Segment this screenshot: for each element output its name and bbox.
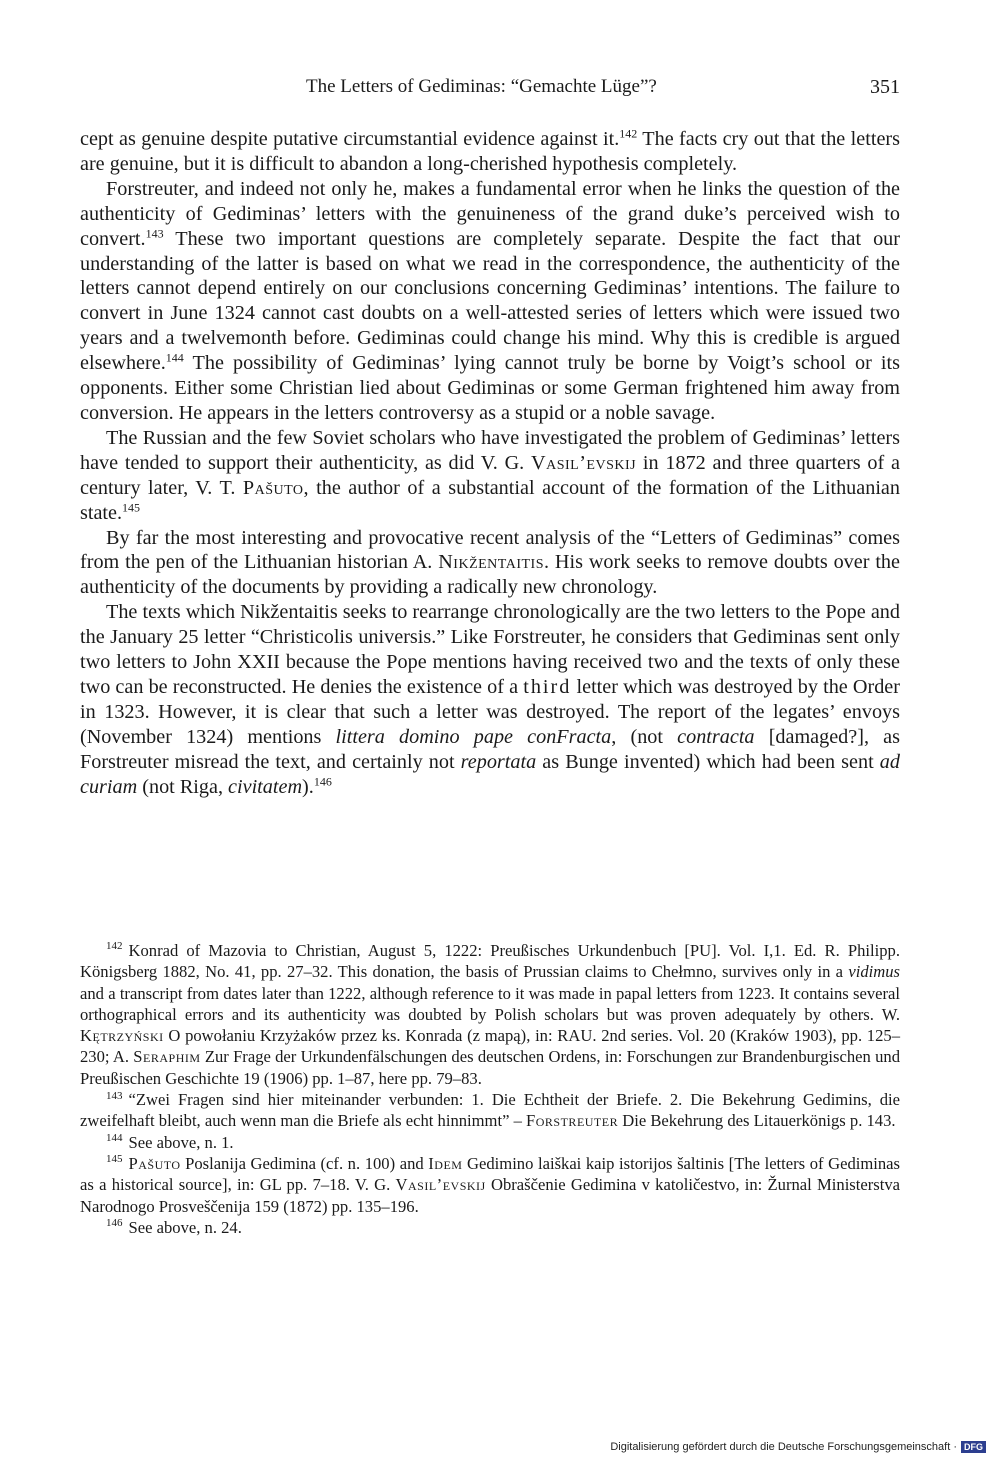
footnote-144: $^{144}$ See above, n. 1. — [106, 1132, 234, 1152]
paragraph: By far the most interesting and provocative recent analysis of the “Letters of Gediminas” comes from the pen of the Lithuanian historian A. Nikžentaitis. His work seeks to remove doubts over the authenticity of the documents by providing a radically new chronology. — [80, 526, 900, 599]
author-name: Vasil’evskij — [531, 451, 637, 474]
footnotes — [80, 940, 900, 1238]
footnote-143: $^{143}$ “Zwei Fragen sind hier miteinander verbunden: 1. Die Echtheit der Briefe. 2. Die Bekehrung Gedimins, die zweifelhaft bleibt, auch wenn man die Briefe als echt hinnimmt” – Forstreuter Die Bekehrung des Litauerkönigs p. 143. — [80, 1089, 900, 1131]
footnote-ref: 142 — [619, 126, 638, 141]
digitization-footer — [610, 1441, 986, 1453]
main-text — [80, 127, 900, 799]
author-name: Pašuto — [242, 476, 304, 499]
footnote-145: $^{145}$ Pašuto Poslanija Gedimina (cf. n. 100) and Idem Gedimino laiškai kaip istorijos šaltinis [The letters of Gediminas as a historical source], in: GL pp. 7–18. V. G. Vasil’evskij Obraščenie Gedimina v katoličestvo, in: Žurnal Ministerstva Narodnogo Prosveščenija 159 (1872) pp. 135–196. — [80, 1153, 901, 1216]
paragraph: The Russian and the few Soviet scholars who have investigated the problem of Gediminas’ letters have tended to support their authenticity, as did V. G. Vasil’evskij in 1872 and three quarters of a century later, V. T. Pašuto, the author of a substantial account of the formation of the Lithuanian state.$^{145}$ — [80, 426, 901, 524]
footer-text: Digitalisierung gefördert durch die Deutsche Forschungsgemeinschaft · — [610, 1441, 957, 1453]
emphasis: third — [523, 675, 572, 698]
footnote-146: $^{146}$ See above, n. 24. — [106, 1217, 242, 1237]
paragraph: cept as genuine despite putative circumstantial evidence against it.$^{142}$ The facts cry out that the letters are genuine, but it is difficult to abandon a long-cherished hypothesis completely. — [80, 126, 900, 175]
paragraph: Forstreuter, and indeed not only he, makes a fundamental error when he links the question of the authenticity of Gediminas’ letters with the genuineness of the grand duke’s perceived wish to convert.$^{143}$ These two important questions are completely separate. Despite the fact that our understanding of the latter is based on what we read in the correspondence, the authenticity of the letters cannot depend entirely on our conclusions concerning Gediminas’ intentions. The failure to convert in June 1324 cannot cast doubts on a well-attested series of letters which were issued two years and a twelvemonth before. Gediminas could change his mind. Why this is credible is argued elsewhere.$^{144}$ The possibility of Gediminas’ lying cannot truly be borne by Voigt’s school or its opponents. Either some Christian lied about Gediminas or some German frightened him away from conversion. He appears in the letters controversy as a stupid or a noble savage. — [80, 177, 900, 424]
author-name: Nikžentaitis — [438, 551, 544, 574]
running-header — [80, 76, 900, 104]
footnote-ref: 144 — [165, 350, 184, 365]
footnote-ref: 143 — [145, 225, 164, 240]
paragraph: The texts which Nikžentaitis seeks to rearrange chronologically are the two letters to the Pope and the January 25 letter “Christicolis universis.” Like Forstreuter, he considers that Gediminas sent only two letters to John XXII because the Pope mentions having received two and the texts of only these two can be reconstructed. He denies the existence of a third letter which was destroyed by the Order in 1323. However, it is clear that such a letter was destroyed. The report of the legates’ envoys (November 1324) mentions littera domino pape conFracta, (not contracta [damaged?], as Forstreuter misread the text, and certainly not reportata as Bunge invented) which had been sent ad curiam (not Riga, civitatem).$^{146}$ — [80, 601, 900, 798]
footnote-ref: 146 — [313, 773, 332, 788]
running-title: The Letters of Gediminas: “Gemachte Lüge”? — [306, 76, 657, 97]
footnote-ref: 145 — [122, 499, 141, 514]
page-number: 351 — [870, 76, 900, 98]
footnote-142: $^{142}$ Konrad of Mazovia to Christian, August 5, 1222: Preußisches Urkundenbuch [PU]. Vol. I,1. Ed. R. Philipp. Königsberg 1882, No. 41, pp. 27–32. This donation, the basis of Prussian claims to Chełmno, survives only in a vidimus and a transcript from dates later than 1222, although reference to it was made in papal letters from 1223. It contains several orthographical errors and its authenticity was doubted by Polish scholars but was proven adequately by others. W. Kętrzyński O powołaniu Krzyżaków przez ks. Konrada (z mapą), in: RAU. 2nd series. Vol. 20 (Kraków 1903), pp. 125–230; A. Seraphim Zur Frage der Urkundenfälschungen des deutschen Ordens, in: Forschungen zur Brandenburgischen und Preußischen Geschichte 19 (1906) pp. 1–87, here pp. 79–83. — [80, 940, 900, 1088]
dfg-logo-icon: DFG — [961, 1441, 986, 1453]
